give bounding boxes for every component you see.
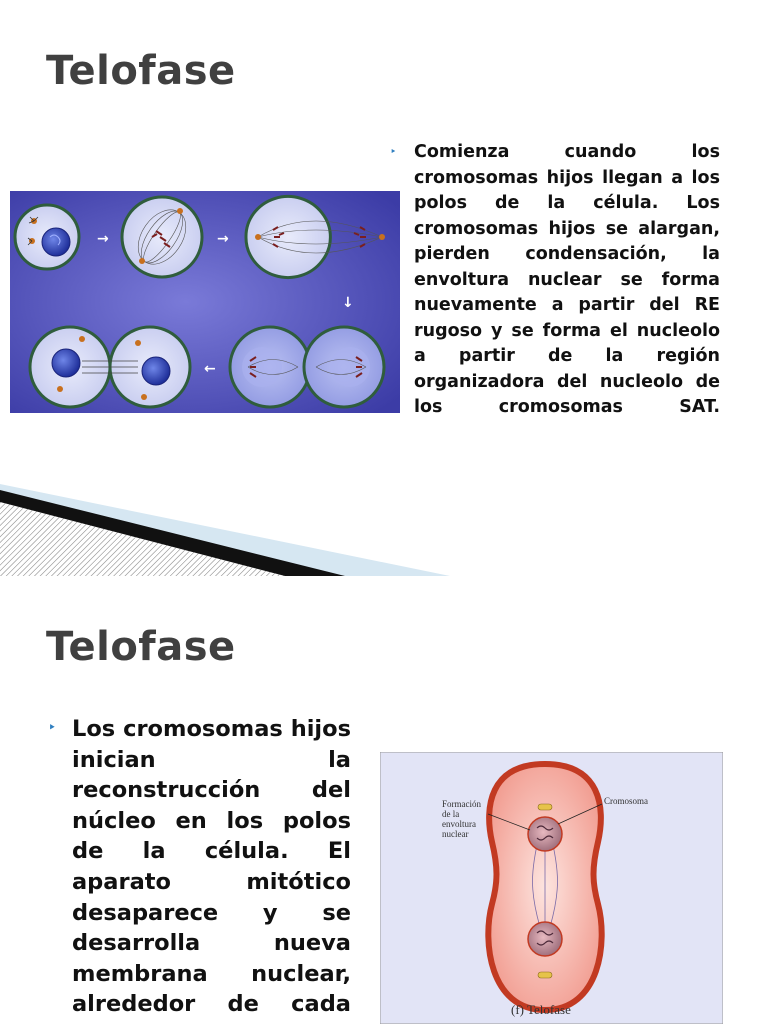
bullet-arrow-icon: ‣ <box>390 145 397 158</box>
label-formacion: Formación <box>442 799 481 809</box>
slide-2-title: Telofase <box>46 624 236 670</box>
bullet-arrow-icon: ‣ <box>48 720 57 736</box>
slide-2 <box>0 576 768 1024</box>
slide-2-bullet <box>48 714 352 1020</box>
arrow-right-icon: → <box>217 231 229 247</box>
cell-interphase <box>15 205 79 269</box>
label-cromosoma: Cromosoma <box>604 796 648 806</box>
slide-1-title: Telofase <box>46 48 236 94</box>
slide-1-bullet <box>390 140 720 421</box>
slide-1-bullet-text: Comienza cuando los cromosomas hijos llegan a los polos de la célula. Los cromosomas hijos se alargan, pierden condensación, la envoltura nuclear se forma nuevamente a partir del RE rugoso y se forma el nucleolo a partir de la región organizadora del nucleolo de los cromosomas SAT. <box>414 142 720 417</box>
cell-metaphase <box>122 197 202 277</box>
label-envoltura: envoltura <box>442 819 476 829</box>
figure-caption: (f) Telofase <box>511 1002 571 1017</box>
arrow-right-icon: → <box>97 231 109 247</box>
arrow-down-icon: ↓ <box>342 295 354 311</box>
telophase-sequence-diagram <box>10 191 400 413</box>
label-nuclear: nuclear <box>442 829 469 839</box>
decorative-corner-swoosh <box>0 480 460 576</box>
slide-2-bullet-text: Los cromosomas hijos inician la reconstrucción del núcleo en los polos de la célula. El aparato mitótico desaparece y se desarrolla nueva membrana nuclear, alrededor de cada <box>72 716 351 1018</box>
label-de-la: de la <box>442 809 460 819</box>
telophase-cell-figure <box>380 752 723 1024</box>
arrow-left-icon: ← <box>204 361 216 377</box>
